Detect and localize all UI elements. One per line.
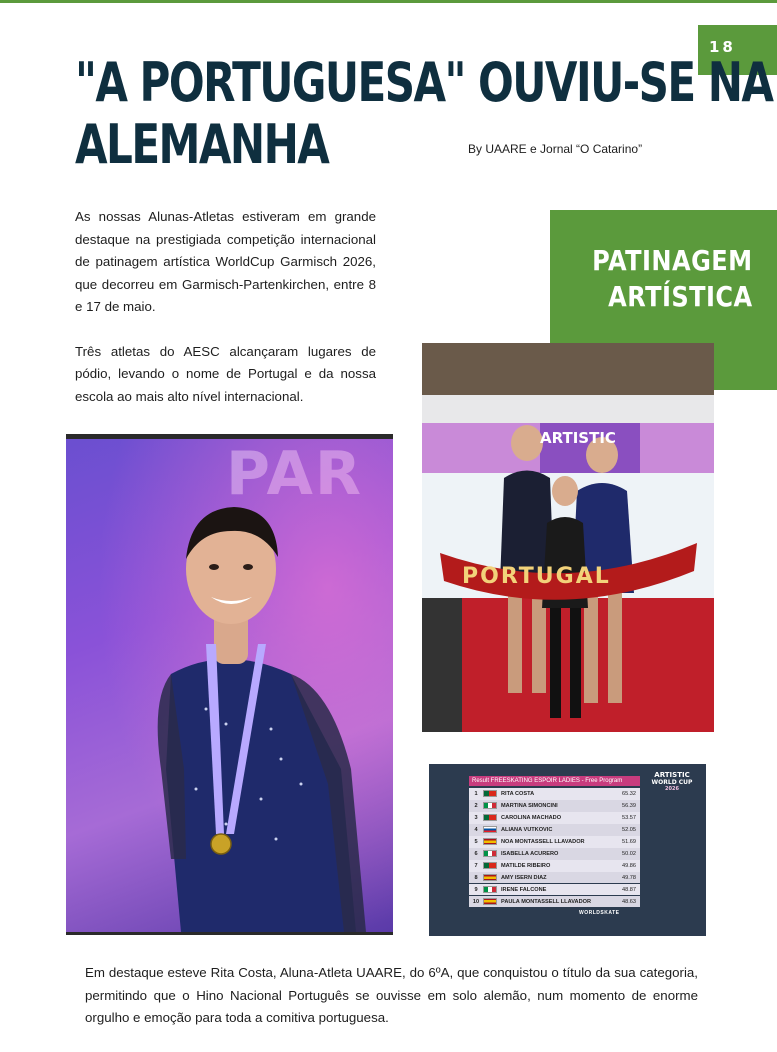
results-athlete-name: IRENE FALCONE [501, 886, 547, 893]
results-rank: 9 [474, 886, 478, 893]
results-brand-line-2: WORLD CUP [651, 779, 693, 786]
results-athlete-name: ISABELLA ACURERO [501, 850, 559, 857]
results-athlete-name: MATILDE RIBEIRO [501, 862, 551, 869]
results-rank: 5 [474, 838, 478, 845]
flag-pt-icon [483, 790, 497, 797]
results-score: 53.57 [622, 814, 636, 821]
intro-text [75, 206, 376, 408]
results-row [469, 788, 640, 800]
results-rank: 8 [474, 874, 478, 881]
results-table [469, 788, 640, 908]
results-rank: 7 [474, 862, 478, 869]
results-rank: 3 [474, 814, 478, 821]
results-score: 65.32 [622, 790, 636, 797]
results-row [469, 848, 640, 860]
headline [75, 51, 773, 176]
results-score: 48.87 [622, 886, 636, 893]
results-brand-line-3: 2026 [665, 786, 679, 792]
results-athlete-name: ALIANA VUTKOVIĆ [501, 826, 553, 833]
flag-it-icon [483, 886, 497, 893]
results-athlete-name: CAROLINA MACHADO [501, 814, 562, 821]
results-rank: 2 [474, 802, 478, 809]
rita-costa-photo [66, 434, 393, 935]
results-score: 56.39 [622, 802, 636, 809]
results-rank: 4 [474, 826, 478, 833]
results-rank: 6 [474, 850, 478, 857]
byline: By UAARE e Jornal “O Catarino” [468, 142, 643, 156]
results-score: 49.78 [622, 874, 636, 881]
intro-paragraph-1: As nossas Alunas-Atletas estiveram em grande destaque na prestigiada competição internacional de patinagem artística WorldCup Garmisch 2026, que decorreu em Garmisch-Partenkirchen, entre 8 e 17 de maio. [75, 209, 376, 314]
podium-illustration [422, 343, 714, 732]
results-score: 49.86 [622, 862, 636, 869]
results-row [469, 872, 640, 884]
section-label: PATINAGEM ARTÍSTICA [592, 244, 753, 313]
results-rank: 10 [472, 898, 480, 905]
results-row [469, 860, 640, 872]
flag-si-icon [483, 826, 497, 833]
flag-es-icon [483, 898, 497, 905]
results-athlete-name: NOA MONTASSELL LLAVADOR [501, 838, 585, 845]
headline-text: "A PORTUGUESA" OUVIU-SE NA ALEMANHA [75, 51, 773, 176]
results-rank: 1 [474, 790, 478, 797]
flag-it-icon [483, 802, 497, 809]
flag-pt-icon [483, 814, 497, 821]
podium-photo [422, 343, 714, 732]
results-row [469, 884, 640, 896]
flag-es-icon [483, 838, 497, 845]
results-athlete-name: RITA COSTA [501, 790, 535, 797]
results-row [469, 836, 640, 848]
closing-paragraph: Em destaque esteve Rita Costa, Aluna-Atleta UAARE, do 6ºA, que conquistou o título da sua categoria, permitindo que o Hino Nacional Português se ouvisse em solo alemão, num momento de enorme orgulho e emoção para toda a comitiva portuguesa. [85, 965, 698, 1025]
results-footer: WORLDSKATE [579, 910, 620, 916]
results-score: 52.05 [622, 826, 636, 833]
flag-pt-icon [483, 862, 497, 869]
backdrop-text: ARTISTIC [540, 429, 616, 447]
skater-portrait-illustration [66, 439, 393, 932]
results-board-photo [429, 764, 706, 936]
results-brand-line-1: ARTISTIC [654, 771, 690, 779]
results-brand [643, 771, 701, 792]
results-score: 50.02 [622, 850, 636, 857]
results-header: Result FREESKATING ESPOIR LADIES - Free Program [469, 776, 640, 786]
results-row [469, 800, 640, 812]
results-score: 48.63 [622, 898, 636, 905]
page-number: 18 [698, 25, 777, 75]
results-athlete-name: AMY ISERN DÍAZ [501, 874, 547, 881]
top-rule [0, 0, 777, 3]
results-row [469, 812, 640, 824]
scarf-text: PORTUGAL [462, 564, 611, 589]
results-athlete-name: PAULA MONTASSELL LLAVADOR [501, 898, 592, 905]
results-row [469, 896, 640, 908]
intro-paragraph-2: Três atletas do AESC alcançaram lugares de pódio, levando o nome de Portugal e da nossa escola ao mais alto nível internacional. [75, 343, 376, 404]
results-athlete-name: MARTINA SIMONCINI [501, 802, 558, 809]
results-row [469, 824, 640, 836]
flag-es-icon [483, 874, 497, 881]
results-score: 51.69 [622, 838, 636, 845]
flag-it-icon [483, 850, 497, 857]
